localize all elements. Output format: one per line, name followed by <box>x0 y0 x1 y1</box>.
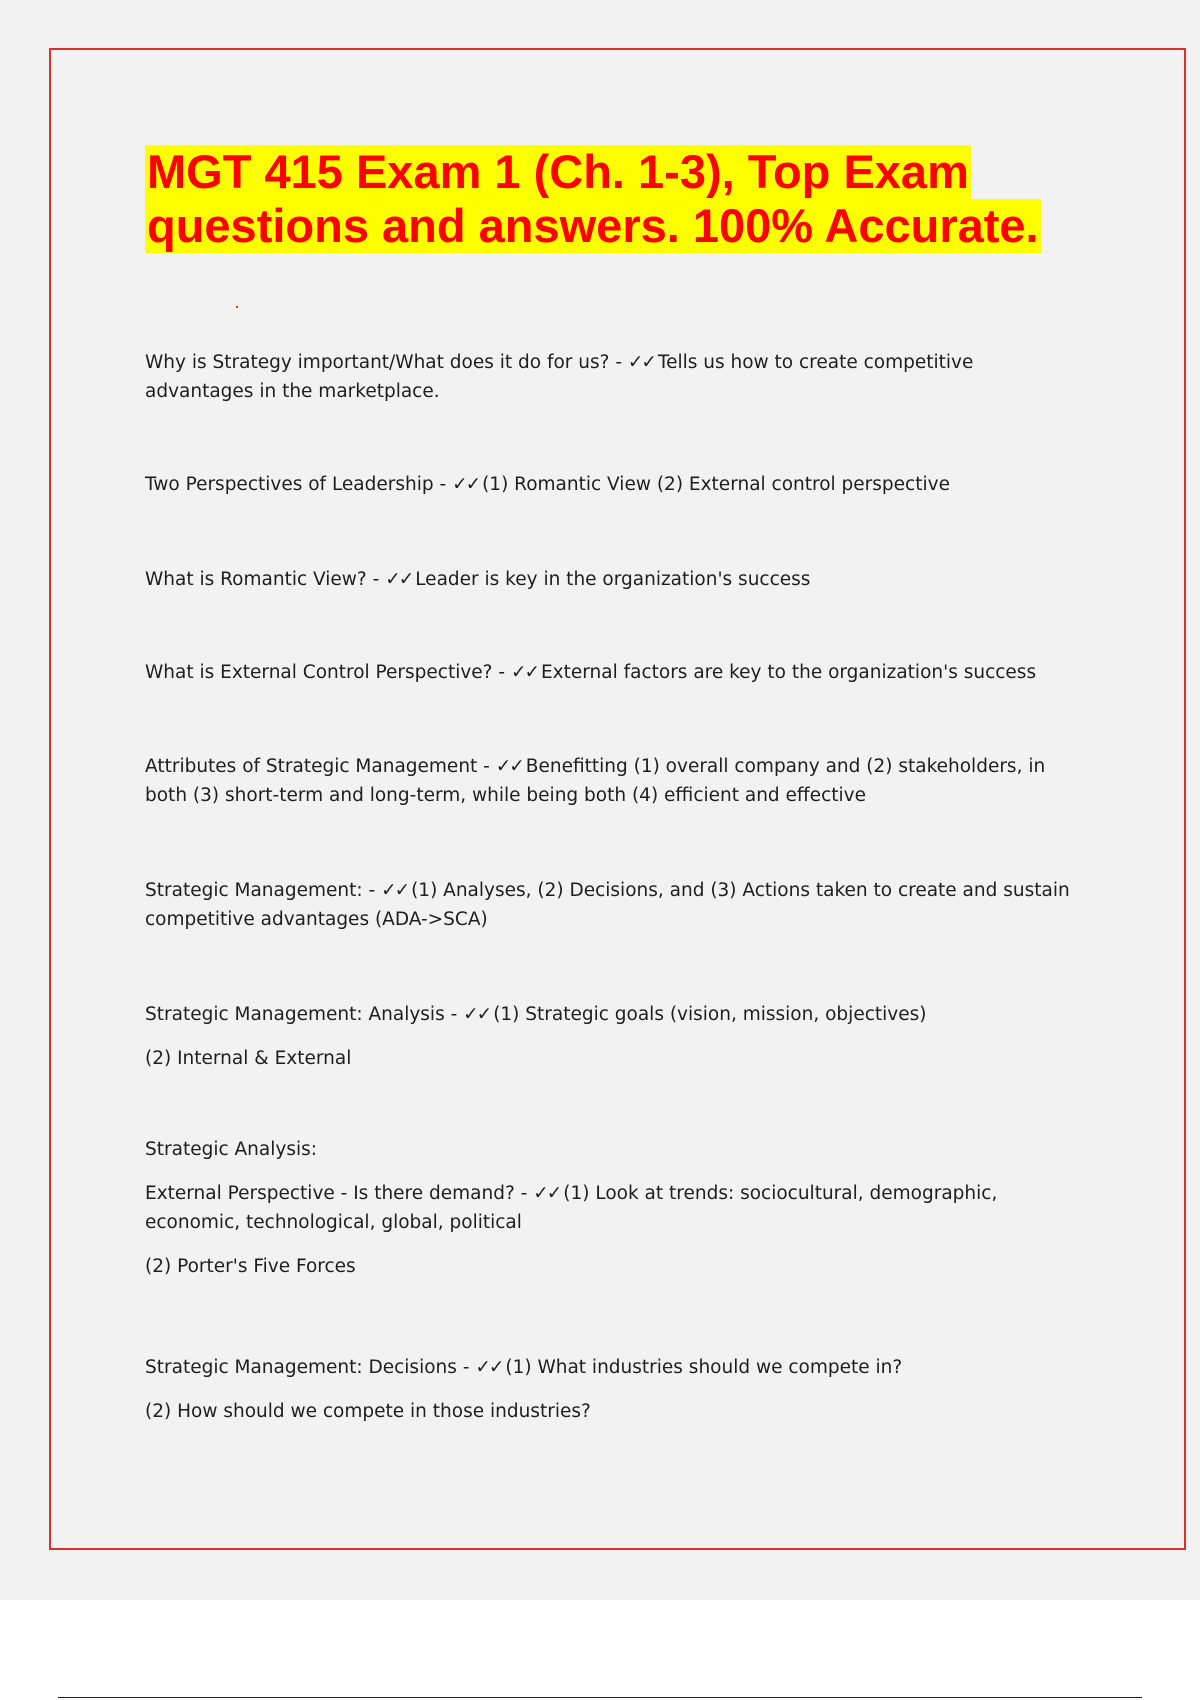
qa-item <box>145 752 1080 810</box>
qa-item <box>145 1353 1080 1426</box>
question-text: What is External Control Perspective? - <box>145 662 506 683</box>
check-marks: ✓✓ <box>385 569 413 590</box>
question-text: Strategic Management: Analysis - <box>145 1004 458 1025</box>
check-marks: ✓✓ <box>452 474 480 495</box>
question-text: Why is Strategy important/What does it do for us? - <box>145 352 623 373</box>
qa-item <box>145 565 1080 594</box>
qa-item <box>145 876 1080 934</box>
check-marks: ✓✓ <box>510 662 538 683</box>
qa-item <box>145 348 1080 406</box>
answer-text: External factors are key to the organization's success <box>540 662 1037 683</box>
check-marks: ✓✓ <box>381 880 409 901</box>
answer-text: Leader is key in the organization's success <box>415 569 811 590</box>
check-marks: ✓✓ <box>463 1004 491 1025</box>
question-text: Two Perspectives of Leadership - <box>145 474 447 495</box>
check-marks: ✓✓ <box>533 1183 561 1204</box>
answer-extra: (2) Porter's Five Forces <box>145 1256 356 1277</box>
answer-text: (1) Analyses, (2) Decisions, and (3) Actions taken to create and sustain competitive advantages (ADA->SCA) <box>145 880 1070 930</box>
question-text: External Perspective - Is there demand? - <box>145 1183 528 1204</box>
stray-dot <box>236 306 238 308</box>
answer-extra: (2) Internal & External <box>145 1048 352 1069</box>
question-text: Strategic Management: Decisions - <box>145 1357 470 1378</box>
check-marks: ✓✓ <box>495 756 523 777</box>
answer-text: Tells us how to create competitive advantages in the marketplace. <box>145 352 974 402</box>
answer-text: (1) Romantic View (2) External control perspective <box>482 474 950 495</box>
title-line-1: MGT 415 Exam 1 (Ch. 1-3), Top Exam <box>147 145 969 198</box>
qa-item <box>145 1000 1080 1073</box>
answer-text: (1) What industries should we compete in? <box>505 1357 903 1378</box>
question-text: Strategic Management: - <box>145 880 376 901</box>
answer-text: (1) Look at trends: sociocultural, demographic, economic, technological, global, political <box>145 1183 998 1233</box>
question-text: What is Romantic View? - <box>145 569 380 590</box>
answer-extra: (2) How should we compete in those industries? <box>145 1401 591 1422</box>
qa-item <box>145 1135 1080 1281</box>
page-divider <box>58 1697 1142 1698</box>
document-title <box>145 145 1095 253</box>
qa-item <box>145 470 1080 499</box>
check-marks: ✓✓ <box>475 1357 503 1378</box>
answer-text: (1) Strategic goals (vision, mission, objectives) <box>493 1004 927 1025</box>
answer-text: Benefitting (1) overall company and (2) stakeholders, in both (3) short-term and long-term, while being both (4) efficient and effective <box>145 756 1046 806</box>
check-marks: ✓✓ <box>627 352 655 373</box>
qa-item <box>145 658 1080 687</box>
question-text: Attributes of Strategic Management - <box>145 756 490 777</box>
title-line-2: questions and answers. 100% Accurate. <box>147 199 1039 252</box>
section-label: Strategic Analysis: <box>145 1139 317 1160</box>
